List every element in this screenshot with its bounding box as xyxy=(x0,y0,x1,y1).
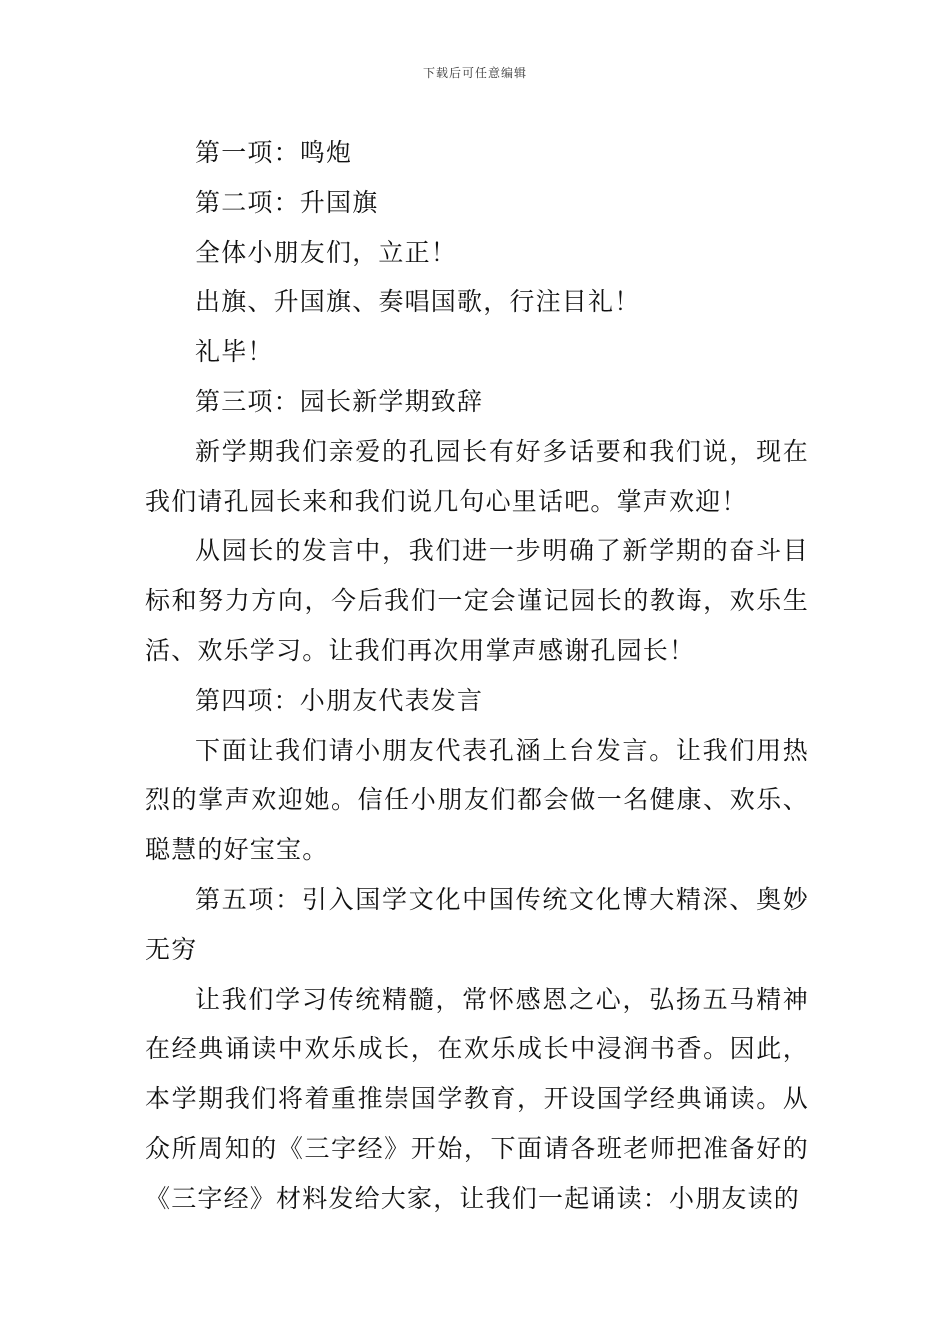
paragraph-item-8: 从园长的发言中，我们进一步明确了新学期的奋斗目标和努力方向，今后我们一定会谨记园长的教诲，欢乐生活、欢乐学习。让我们再次用掌声感谢孔园长！ xyxy=(145,536,809,665)
page-header: 下载后可任意编辑 xyxy=(422,66,527,80)
paragraph-item-10: 下面让我们请小朋友代表孔涵上台发言。让我们用热烈的掌声欢迎她。信任小朋友们都会做一名健康、欢乐、聪慧的好宝宝。 xyxy=(145,735,809,865)
paragraph-item-1: 第一项：鸣炮 xyxy=(195,138,353,167)
paragraph-item-2: 第二项：升国旗 xyxy=(195,187,379,217)
paragraph-item-3: 全体小朋友们，立正！ xyxy=(195,237,458,267)
paragraph-item-12: 让我们学习传统精髓，常怀感恩之心，弘扬五马精神在经典诵读中欢乐成长，在欢乐成长中浸润书香。因此，本学期我们将着重推崇国学教育，开设国学经典诵读。从众所周知的《三字经》开始，下面请各班老师把准备好的《三字经》材料发给大家，让我们一起诵读：小朋友读的 xyxy=(145,984,809,1213)
paragraph-item-5: 礼毕！ xyxy=(195,337,274,367)
paragraph-item-11: 第五项：引入国学文化中国传统文化博大精深、奥妙无穷 xyxy=(145,884,809,964)
paragraph-item-4: 出旗、升国旗、奏唱国歌，行注目礼！ xyxy=(195,287,641,317)
document-body xyxy=(145,128,809,1224)
paragraph-item-7: 新学期我们亲爱的孔园长有好多话要和我们说，现在我们请孔园长来和我们说几句心里话吧。掌声欢迎！ xyxy=(145,436,809,516)
paragraph-item-6: 第三项：园长新学期致辞 xyxy=(195,386,484,416)
paragraph-item-9: 第四项：小朋友代表发言 xyxy=(195,685,484,715)
